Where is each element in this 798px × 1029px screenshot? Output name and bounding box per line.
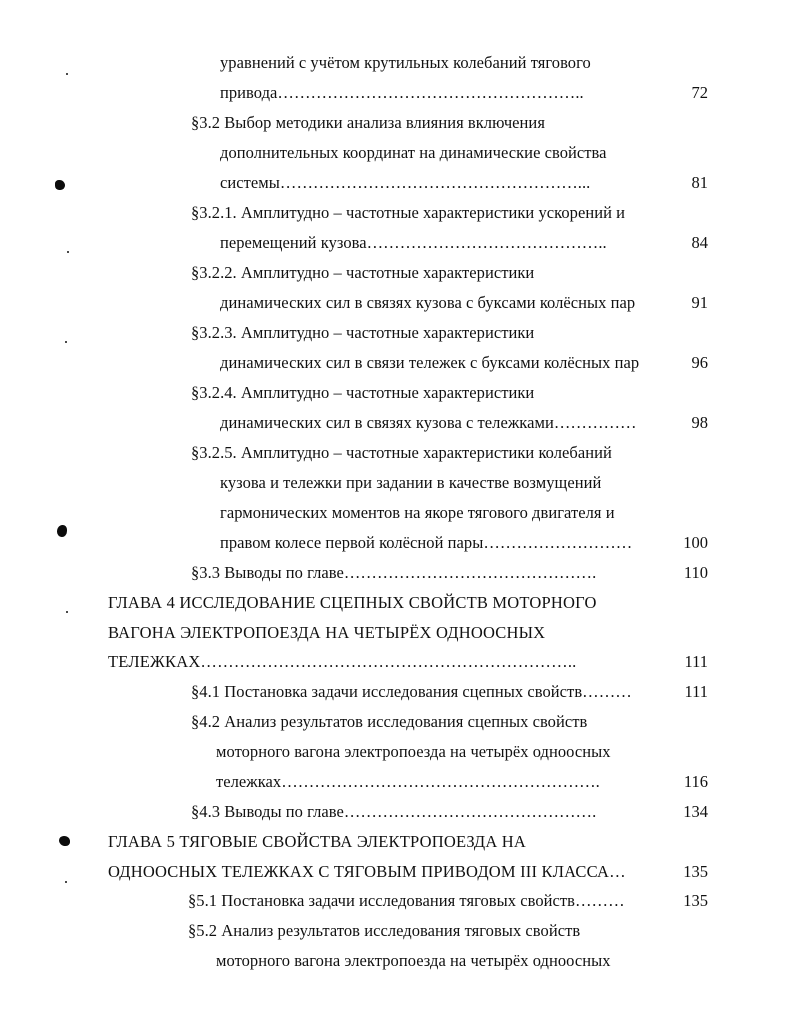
toc-line: §3.2.3. Амплитудно – частотные характеристики [191,323,535,342]
page-number: 110 [683,563,708,582]
toc-line: §4.3 Выводы по главе………………………………………. [191,802,597,821]
scan-speck [66,611,68,613]
toc-line: §3.2.2. Амплитудно – частотные характеристики [191,263,535,282]
toc-line: моторного вагона электропоезда на четырёх одноосных [216,742,611,761]
scan-speck [65,341,67,343]
page-number: 135 [683,862,708,881]
toc-line: динамических сил в связи тележек с буксами колёсных пар [220,353,640,372]
page-number: 84 [691,233,708,252]
page-number: 96 [691,353,708,372]
page-number: 135 [683,891,708,910]
toc-line: §5.2 Анализ результатов исследования тяговых свойств [188,921,581,940]
toc-line: гармонических моментов на якоре тягового двигателя и [220,503,615,522]
toc-line: динамических сил в связях кузова с тележками…………… [220,413,637,432]
page-number: 134 [683,802,708,821]
toc-line: дополнительных координат на динамические свойства [220,143,607,162]
toc-line: §3.3 Выводы по главе………………………………………. [191,563,597,582]
scan-speck [67,251,69,253]
scan-speck [65,881,67,883]
toc-line: привода……………………………………………….. [220,83,584,102]
toc-line: системы………………………………………………... [220,173,591,192]
chapter-heading: ВАГОНА ЭЛЕКТРОПОЕЗДА НА ЧЕТЫРЁХ ОДНООСНЫХ [108,623,546,642]
toc-line: перемещений кузова…………………………………….. [220,233,607,252]
scan-mark [55,180,65,190]
toc-line: правом колесе первой колёсной пары……………………… [220,533,633,552]
toc-line: §3.2 Выбор методики анализа влияния включения [191,113,545,132]
chapter-heading: ГЛАВА 4 ИССЛЕДОВАНИЕ СЦЕПНЫХ СВОЙСТВ МОТОРНОГО [108,593,597,612]
page-number: 72 [691,83,708,102]
toc-line: §3.2.4. Амплитудно – частотные характеристики [191,383,535,402]
toc-line: §3.2.1. Амплитудно – частотные характеристики ускорений и [191,203,626,222]
page-number: 91 [691,293,708,312]
toc-line: моторного вагона электропоезда на четырёх одноосных [216,951,611,970]
scan-mark [59,836,70,846]
toc-line: §4.1 Постановка задачи исследования сцепных свойств……… [191,682,632,701]
toc-line: динамических сил в связях кузова с буксами колёсных пар [220,293,636,312]
page-number: 100 [683,533,708,552]
toc-line: уравнений с учётом крутильных колебаний тягового [220,53,591,72]
toc-line: §5.1 Постановка задачи исследования тяговых свойств……… [188,891,625,910]
toc-line: §4.2 Анализ результатов исследования сцепных свойств [191,712,588,731]
toc-line: кузова и тележки при задании в качестве возмущений [220,473,602,492]
page-number: 81 [691,173,708,192]
toc-line: тележках…………………………………………………. [216,772,600,791]
scan-mark [57,525,67,537]
page-number: 111 [684,652,708,671]
toc-line: §3.2.5. Амплитудно – частотные характеристики колебаний [191,443,612,462]
page-number: 116 [683,772,708,791]
chapter-heading: ГЛАВА 5 ТЯГОВЫЕ СВОЙСТВА ЭЛЕКТРОПОЕЗДА НА [108,832,527,851]
scan-speck [66,73,68,75]
chapter-heading: ОДНООСНЫХ ТЕЛЕЖКАХ С ТЯГОВЫМ ПРИВОДОМ III КЛАССА… [108,862,626,881]
page-number: 111 [684,682,708,701]
chapter-heading: ТЕЛЕЖКАХ………………………………………………………….. [108,652,577,671]
page-number: 98 [691,413,708,432]
